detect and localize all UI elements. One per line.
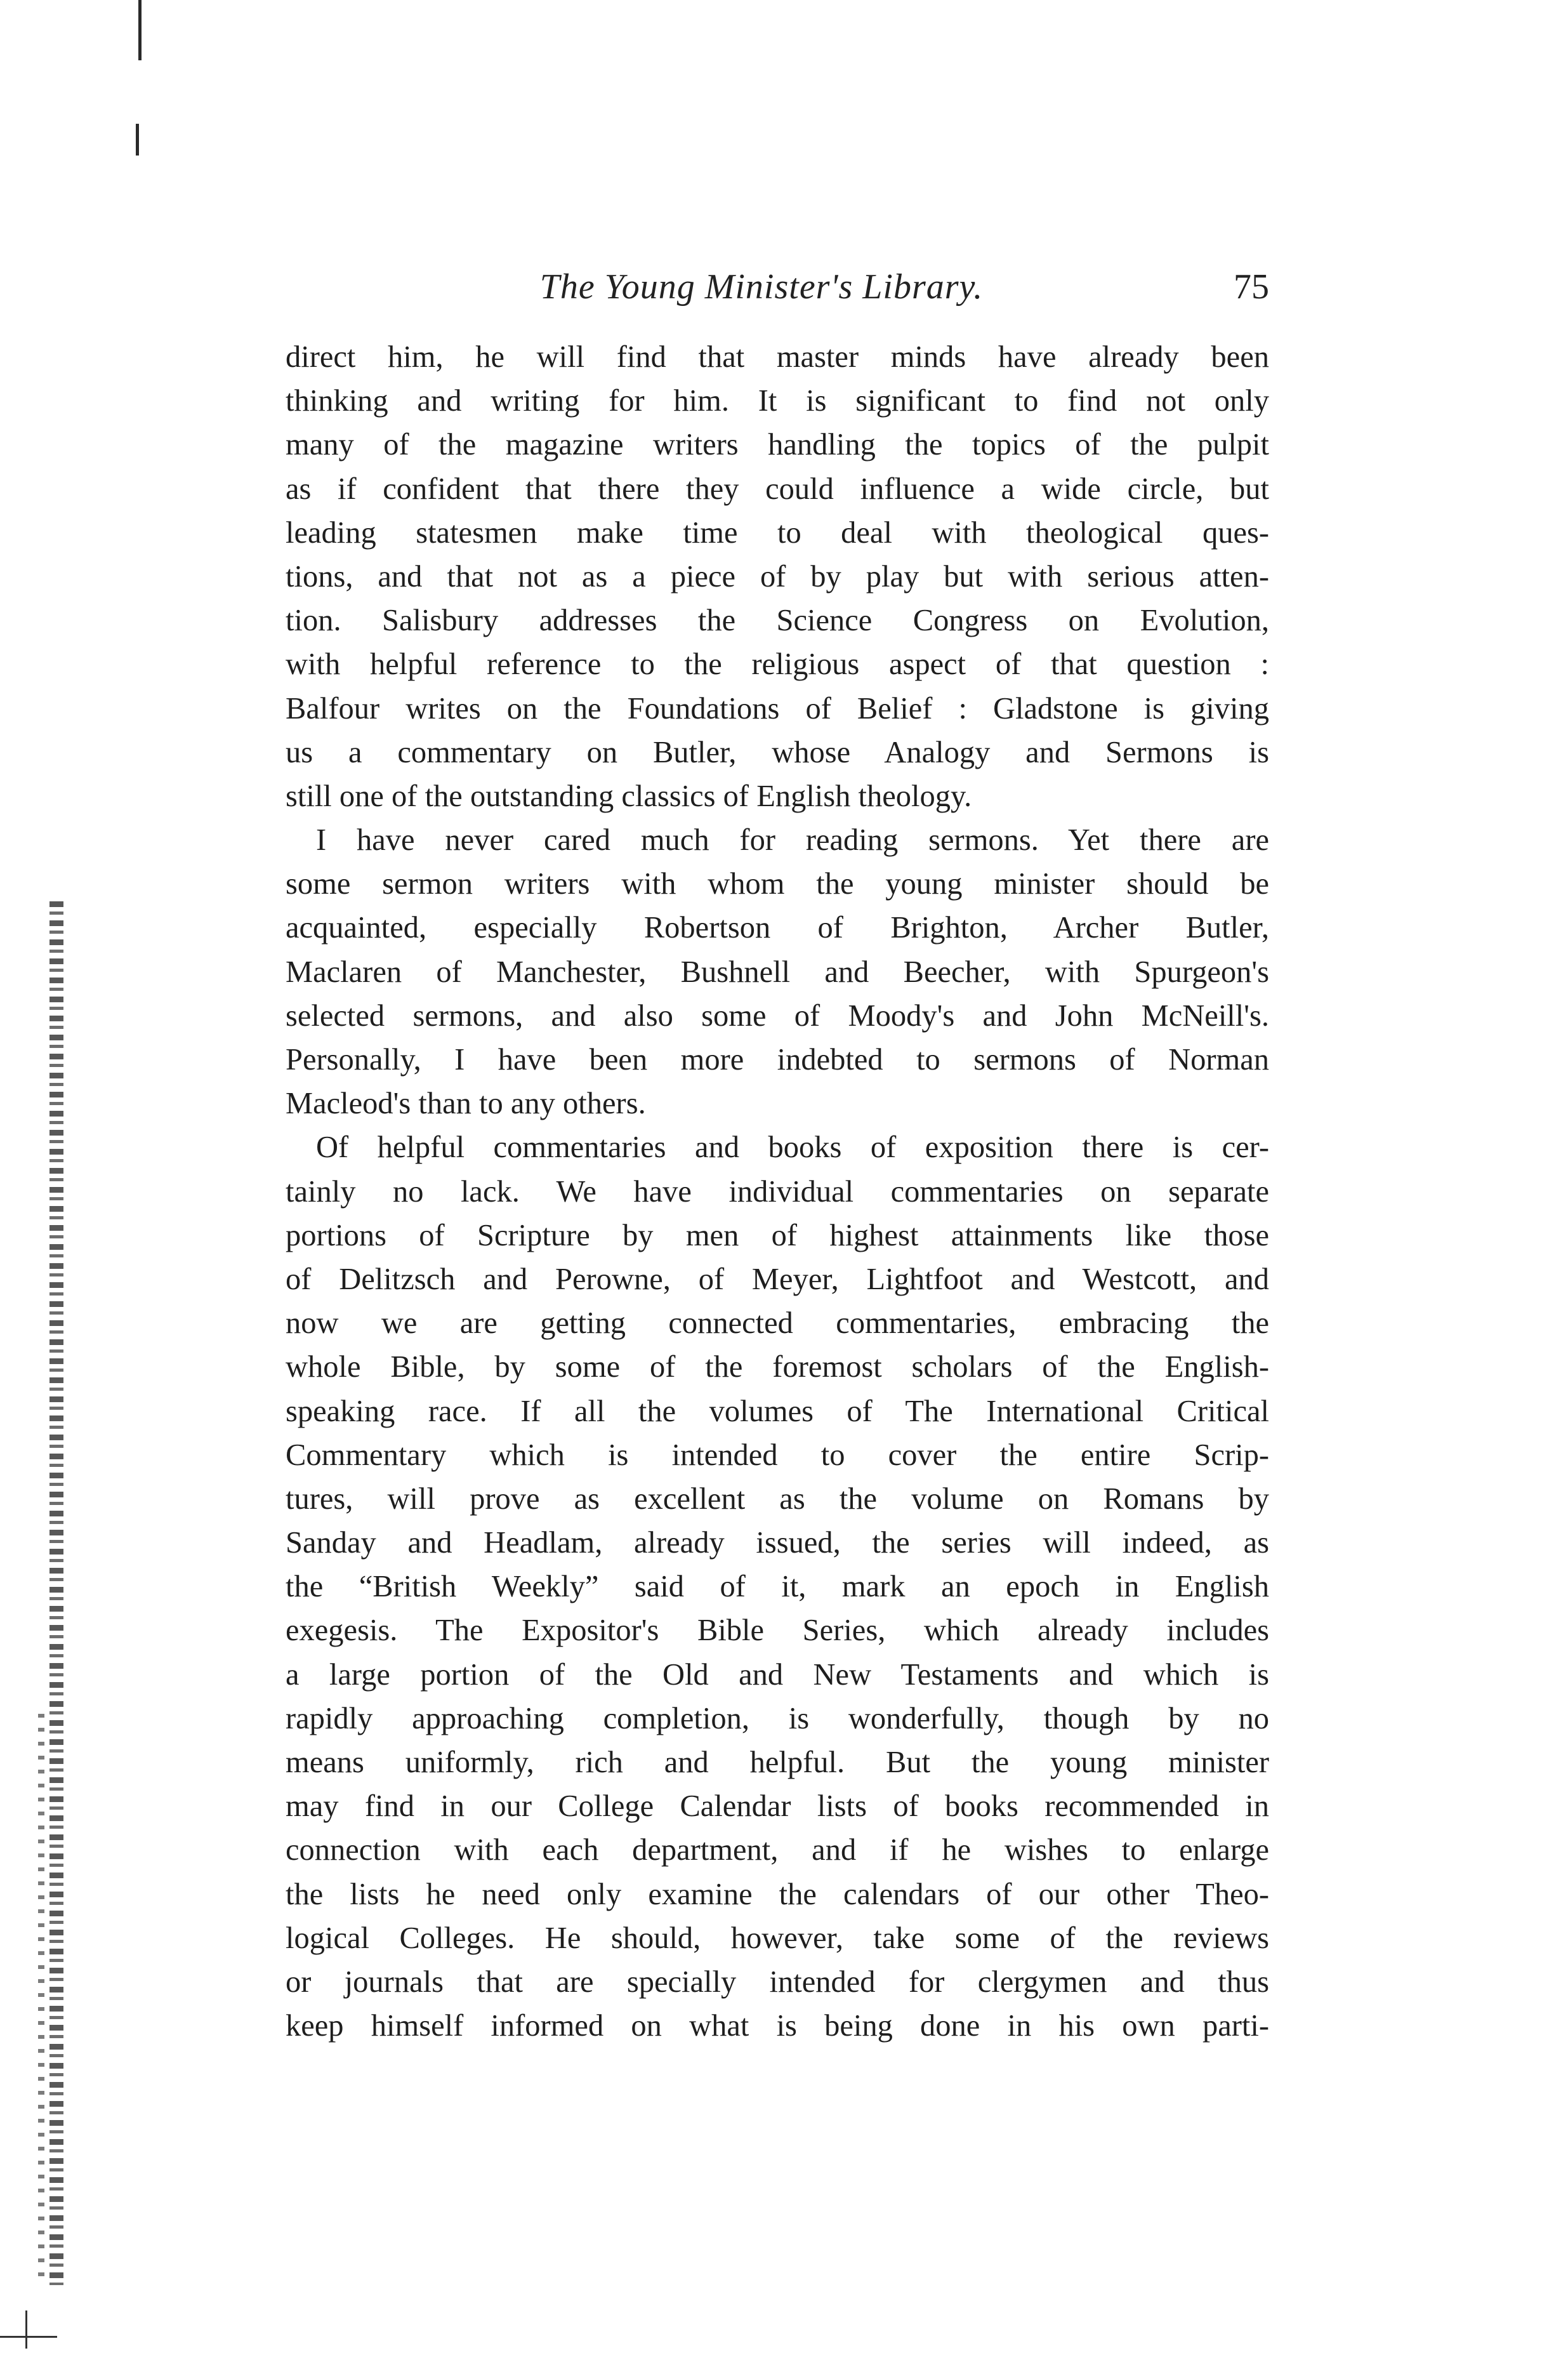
text-line: Commentary which is intended to cover the entire Scrip- — [286, 1438, 1269, 1472]
text-line: Balfour writes on the Foundations of Belief : Gladstone is giving — [286, 691, 1269, 726]
text-line: a large portion of the Old and New Testaments and which is — [286, 1657, 1269, 1692]
text-line: Of helpful commentaries and books of exposition there is cer- — [316, 1130, 1269, 1165]
text-line: means uniformly, rich and helpful. But the young minister — [286, 1746, 1269, 1779]
running-head — [286, 267, 1269, 317]
text-line: tures, will prove as excellent as the volume on Romans by — [286, 1482, 1269, 1516]
text-line: selected sermons, and also some of Moody's and John McNeill's. — [286, 998, 1269, 1033]
text-line: speaking race. If all the volumes of The International Critical — [286, 1394, 1269, 1428]
text-line: acquainted, especially Robertson of Brighton, Archer Butler, — [286, 911, 1269, 945]
scan-mark — [136, 124, 139, 156]
crop-mark — [0, 2336, 57, 2338]
text-line: exegesis. The Expositor's Bible Series, which already includes — [286, 1614, 1269, 1648]
scan-mark — [138, 0, 142, 60]
text-line: many of the magazine writers handling the topics of the pulpit — [286, 428, 1269, 462]
text-line: Macleod's than to any others. — [286, 1087, 646, 1121]
binding-edge — [38, 1714, 44, 2285]
binding-edge — [49, 901, 63, 2285]
text-line: rapidly approaching completion, is wonderfully, though by no — [286, 1701, 1269, 1735]
text-line: connection with each department, and if he wishes to enlarge — [286, 1833, 1269, 1867]
text-line: whole Bible, by some of the foremost scholars of the English- — [286, 1350, 1269, 1384]
text-line: the “British Weekly” said of it, mark an epoch in English — [286, 1570, 1269, 1604]
text-line: now we are getting connected commentaries, embracing the — [286, 1306, 1269, 1341]
text-line: Sanday and Headlam, already issued, the series will indeed, as — [286, 1526, 1269, 1560]
text-line: Maclaren of Manchester, Bushnell and Beecher, with Spurgeon's — [286, 955, 1269, 989]
text-line: I have never cared much for reading sermons. Yet there are — [316, 823, 1269, 858]
text-line: the lists he need only examine the calendars of our other Theo- — [286, 1877, 1269, 1911]
text-line: us a commentary on Butler, whose Analogy and Sermons is — [286, 735, 1269, 769]
text-line: as if confident that there they could influence a wide circle, but — [286, 472, 1269, 506]
text-line: tions, and that not as a piece of by play but with serious atten- — [286, 559, 1269, 593]
text-line: with helpful reference to the religious aspect of that question : — [286, 647, 1269, 682]
text-line: thinking and writing for him. It is significant to find not only — [286, 384, 1269, 418]
running-title: The Young Minister's Library. — [539, 267, 984, 307]
crop-mark — [25, 2310, 27, 2349]
text-line: leading statesmen make time to deal with theological ques- — [286, 515, 1269, 550]
text-line: tainly no lack. We have individual commentaries on separate — [286, 1174, 1269, 1209]
text-line: Personally, I have been more indebted to sermons of Norman — [286, 1043, 1269, 1077]
text-line: direct him, he will find that master minds have already been — [286, 340, 1269, 374]
page-number: 75 — [1234, 267, 1269, 307]
text-line: some sermon writers with whom the young minister should be — [286, 867, 1269, 901]
text-line: logical Colleges. He should, however, take some of the reviews — [286, 1921, 1269, 1955]
text-line: portions of Scripture by men of highest attainments like those — [286, 1218, 1269, 1252]
text-line: of Delitzsch and Perowne, of Meyer, Lightfoot and Westcott, and — [286, 1262, 1269, 1296]
text-line: or journals that are specially intended for clergymen and thus — [286, 1965, 1269, 1999]
text-line: still one of the outstanding classics of English theology. — [286, 779, 972, 813]
text-line: tion. Salisbury addresses the Science Congress on Evolution, — [286, 604, 1269, 638]
body-text — [286, 335, 1269, 2048]
text-line: keep himself informed on what is being done in his own parti- — [286, 2009, 1269, 2043]
text-line: may find in our College Calendar lists of books recommended in — [286, 1789, 1269, 1824]
